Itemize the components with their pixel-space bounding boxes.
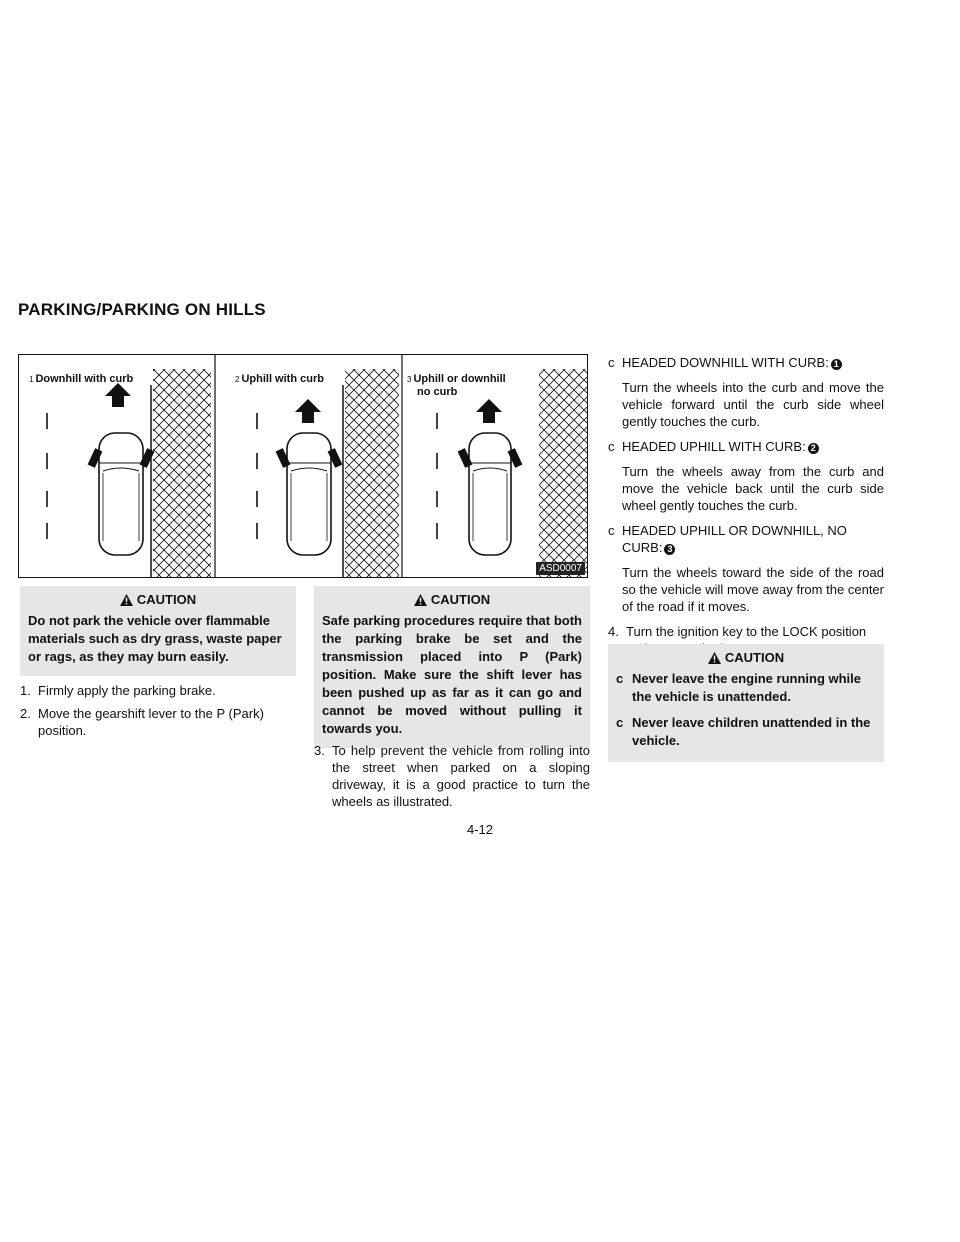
caution-header: CAUTION — [322, 592, 582, 607]
hill-instructions — [608, 354, 884, 657]
caution-box-unattended — [608, 644, 884, 762]
panel-1-label: $^1$ Downhill with curb — [29, 373, 134, 385]
figure-code: ASD0007 — [536, 562, 585, 575]
hill-item-no-curb: c HEADED UPHILL OR DOWNHILL, NO CURB: 3 Turn the wheels toward the side of the road so the vehicle will move away from the center of the road if it moves. — [608, 523, 884, 614]
page-number: 4-12 — [466, 822, 494, 837]
panel-2-label: $^2$ Uphill with curb — [235, 373, 324, 385]
steps-column-2 — [314, 742, 590, 810]
caution-header: CAUTION — [28, 592, 288, 607]
step-1: 1. Firmly apply the parking brake. — [20, 683, 216, 698]
ref-3-icon: 3 — [664, 544, 675, 555]
step-4: 4. Turn the ignition key to the LOCK position — [608, 624, 867, 639]
parking-illustration — [18, 354, 588, 578]
ref-2-icon: 2 — [808, 443, 819, 454]
ref-1-icon: 1 — [831, 359, 842, 370]
caution-box-parking-procedure — [314, 586, 590, 748]
warning-icon — [414, 594, 427, 606]
caution-header: CAUTION — [616, 650, 876, 665]
caution-box-flammable — [20, 586, 296, 676]
steps-column-1 — [20, 682, 296, 739]
panel-3-label: $^3$ Uphill or downhill no curb — [407, 373, 506, 398]
caution-text: Do not park the vehicle over flammable materials such as dry grass, waste paper or rags, as they may burn easily. — [28, 613, 282, 664]
step-2: 2. Move the gearshift lever to the P (Park) position. — [20, 706, 264, 738]
warning-icon — [708, 652, 721, 664]
section-title: PARKING/PARKING ON HILLS — [18, 300, 266, 319]
caution-text: Safe parking procedures require that both the parking brake be set and the transmission placed into P (Park) position. Make sure the shift lever has been pushed up as far as it can go and cannot be moved without pulling it towards you. — [322, 613, 582, 736]
warning-icon — [120, 594, 133, 606]
caution-item: c Never leave the engine running while the vehicle is unattended. — [616, 671, 862, 704]
step-3: 3. To help prevent the vehicle from rolling into the street when parked on a sloping driveway, it is a good practice to turn the wheels as illustrated. — [314, 743, 590, 809]
hill-item-uphill-curb: c HEADED UPHILL WITH CURB: 2 Turn the wheels away from the curb and move the vehicle back until the curb side wheel gently touches the curb. — [608, 439, 884, 513]
caution-item: c Never leave children unattended in the vehicle. — [616, 715, 871, 748]
caution-list — [616, 670, 876, 750]
hill-item-downhill-curb: c HEADED DOWNHILL WITH CURB: 1 Turn the wheels into the curb and move the vehicle forward until the curb side wheel gently touches the curb. — [608, 355, 884, 429]
